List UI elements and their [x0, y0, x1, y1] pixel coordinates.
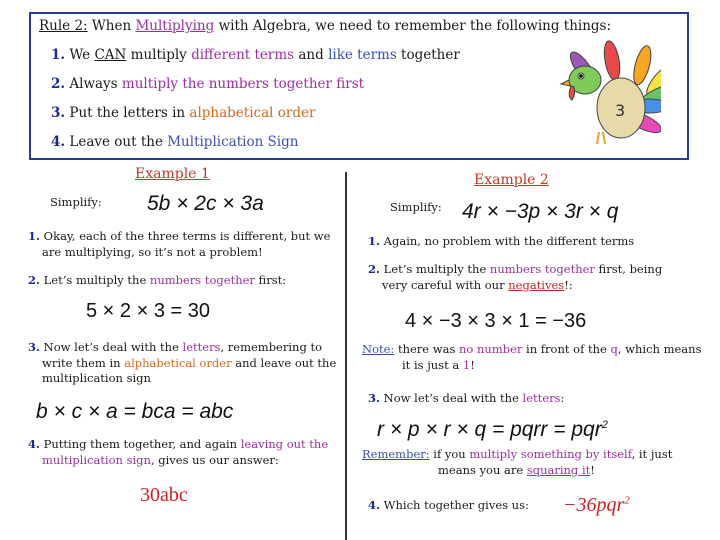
- example2-letters-expression: [377, 418, 608, 442]
- step-text: are multiplying, so it’s not a problem!: [42, 244, 263, 259]
- example1-step-1: [28, 229, 338, 260]
- point-text: and: [294, 47, 329, 63]
- point-can: CAN: [94, 47, 127, 63]
- step-text: , gives us our answer:: [150, 452, 279, 467]
- step-text: Now let’s deal with the: [380, 391, 523, 405]
- step-text: !: [470, 357, 475, 372]
- step-text: :: [560, 391, 565, 405]
- example2-simplify-label: Simplify:: [390, 200, 442, 214]
- step-highlight: alphabetical order: [124, 355, 232, 370]
- step-text: Again, no problem with the different terms: [380, 234, 635, 248]
- example1-numbers-expression: 5 × 2 × 3 = 30: [86, 300, 210, 322]
- step-text: and leave out the: [231, 355, 337, 370]
- step-text-line: [368, 278, 708, 294]
- example2-step-3: [368, 391, 708, 407]
- step-text: write them in: [42, 355, 125, 370]
- step-text: , which means: [617, 342, 702, 356]
- example2-step-4: [368, 498, 568, 514]
- rule-label: Rule 2:: [39, 18, 88, 34]
- step-number: 2.: [368, 262, 381, 276]
- step-text: very careful with our: [382, 277, 509, 292]
- rule-title: [39, 18, 611, 34]
- rule-box: [29, 12, 689, 160]
- point-text: together: [396, 47, 460, 63]
- rule-point-1: [51, 47, 460, 63]
- point-highlight: Multiplication Sign: [167, 134, 299, 150]
- remember-label: Remember:: [362, 447, 430, 461]
- step-highlight: no number: [459, 342, 523, 356]
- point-highlight: like terms: [328, 47, 397, 63]
- point-highlight: different terms: [191, 47, 295, 63]
- step-number: 3.: [368, 391, 381, 405]
- step-text-line: [362, 463, 707, 479]
- step-text: first, being: [594, 262, 663, 276]
- step-number: 2.: [28, 273, 41, 287]
- point-text: multiply: [126, 47, 192, 63]
- step-text: !: [590, 462, 595, 477]
- step-text: if you: [429, 447, 470, 461]
- exponent: 2: [624, 494, 630, 507]
- letters-expression-text: r × p × r × q = pqrr = pqr: [377, 418, 602, 441]
- svg-text:3: 3: [615, 101, 626, 120]
- step-number: 4.: [368, 498, 381, 512]
- example1-answer: 30abc: [140, 484, 188, 506]
- step-text: multiplication sign: [42, 371, 151, 386]
- step-number: 1.: [368, 234, 381, 248]
- step-highlight: q: [610, 342, 618, 356]
- example2-remember: [362, 447, 707, 478]
- example1-step-3: [28, 340, 338, 387]
- example1-letters-expression: b × c × a = bca = abc: [36, 400, 234, 423]
- step-text: Which together gives us:: [380, 498, 529, 512]
- step-text: , it just: [631, 447, 673, 461]
- point-number: 3.: [51, 105, 66, 121]
- step-number: 4.: [28, 437, 41, 451]
- rule-title-text: When: [87, 18, 136, 34]
- example1-step-2: [28, 273, 338, 289]
- rule-title-highlight: Multiplying: [135, 18, 215, 34]
- step-text: Putting them together, and again: [40, 437, 241, 451]
- exponent: 2: [601, 419, 608, 431]
- example2-numbers-expression: 4 × −3 × 3 × 1 = −36: [405, 310, 587, 332]
- step-highlight: numbers together: [149, 273, 255, 287]
- example2-title: Example 2: [474, 172, 549, 188]
- example2-answer: [563, 494, 630, 517]
- step-highlight: 1: [462, 357, 471, 372]
- step-highlight: squaring it: [526, 462, 591, 477]
- step-highlight: numbers together: [489, 262, 595, 276]
- step-text: means you are: [438, 462, 527, 477]
- step-text-line: [28, 356, 338, 372]
- step-text: , remembering to: [220, 340, 323, 354]
- rule-point-4: [51, 134, 298, 150]
- answer-text: −36pqr: [563, 494, 625, 516]
- example2-step-1: [368, 234, 708, 250]
- step-text: first:: [254, 273, 287, 287]
- example1-expression: 5b × 2c × 3a: [147, 192, 264, 215]
- step-text: it is just a: [402, 357, 463, 372]
- point-number: 2.: [51, 76, 66, 92]
- step-text: there was: [394, 342, 460, 356]
- rule-point-3: [51, 105, 315, 121]
- point-text: Leave out the: [65, 134, 168, 150]
- step-text: Let’s multiply the: [380, 262, 490, 276]
- step-text: in front of the: [522, 342, 611, 356]
- point-highlight: multiply the numbers together first: [121, 76, 365, 92]
- note-label: Note:: [362, 342, 395, 356]
- step-text-line: [362, 358, 707, 374]
- step-highlight: multiply something by itself: [469, 447, 632, 461]
- step-text: Okay, each of the three terms is different, but we: [40, 229, 331, 243]
- example2-expression: 4r × −3p × 3r × q: [462, 200, 619, 223]
- step-highlight: leaving out the: [240, 437, 329, 451]
- step-text-line: [28, 453, 338, 469]
- step-text: Now let’s deal with the: [40, 340, 183, 354]
- column-divider: [345, 172, 347, 540]
- point-number: 1.: [51, 47, 66, 63]
- turkey-icon: [541, 40, 661, 150]
- point-text: Put the letters in: [65, 105, 190, 121]
- example2-note: [362, 342, 707, 373]
- rule-title-text-end: with Algebra, we need to remember the following things:: [214, 18, 612, 34]
- step-number: 3.: [28, 340, 41, 354]
- step-highlight: letters: [182, 340, 221, 354]
- step-text: Let’s multiply the: [40, 273, 150, 287]
- point-text: We: [65, 47, 95, 63]
- step-highlight: letters: [522, 391, 561, 405]
- rule-point-2: [51, 76, 364, 92]
- point-highlight: alphabetical order: [189, 105, 316, 121]
- point-text: Always: [65, 76, 122, 92]
- example2-step-2: [368, 262, 708, 293]
- point-number: 4.: [51, 134, 66, 150]
- example1-step-4: [28, 437, 338, 468]
- example1-title: Example 1: [135, 166, 210, 182]
- step-text: !:: [564, 277, 573, 292]
- example1-simplify-label: Simplify:: [50, 195, 102, 209]
- step-number: 1.: [28, 229, 41, 243]
- step-highlight: multiplication sign: [42, 452, 151, 467]
- step-highlight: negatives: [508, 277, 565, 292]
